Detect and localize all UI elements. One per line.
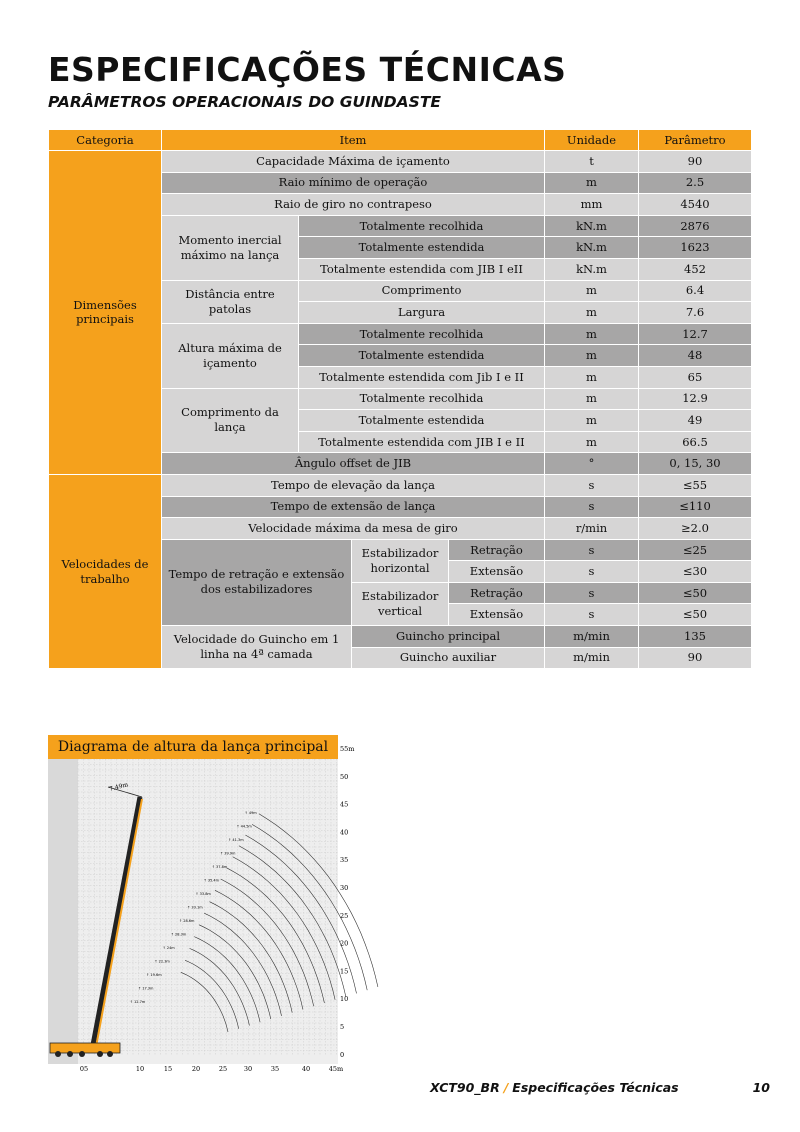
- header-param: Parâmetro: [639, 130, 752, 151]
- unit-cell: s: [545, 561, 639, 583]
- group-label-comprimento: Comprimento da lança: [162, 388, 299, 453]
- value-cell: 2.5: [639, 172, 752, 194]
- page-title: ESPECIFICAÇÕES TÉCNICAS: [48, 50, 567, 89]
- value-cell: ≤25: [639, 539, 752, 561]
- footer-section: Especificações Técnicas: [512, 1080, 679, 1095]
- value-cell: ≥2.0: [639, 518, 752, 540]
- item-label: Extensão: [449, 561, 545, 583]
- value-cell: 65: [639, 366, 752, 388]
- item-label: Guincho principal: [352, 626, 545, 648]
- table-row: [49, 474, 752, 496]
- table-row: [49, 151, 752, 173]
- boom-length-label: ↑ 33.8m: [195, 892, 211, 896]
- item-label: Largura: [299, 302, 545, 324]
- item-label: Velocidade máxima da mesa de giro: [162, 518, 545, 540]
- value-cell: 66.5: [639, 431, 752, 453]
- unit-cell: t: [545, 151, 639, 173]
- value-cell: ≤30: [639, 561, 752, 583]
- x-tick-label: 30: [243, 1065, 253, 1073]
- item-label: Ângulo offset de JIB: [162, 453, 545, 475]
- y-tick-label: 15: [340, 967, 349, 976]
- group-label-patolas: Distância entre patolas: [162, 280, 299, 323]
- boom-length-label: ↑ 49m: [244, 811, 257, 815]
- group-label-estabilizadores: Tempo de retração e extensão dos estabilizadores: [162, 539, 352, 625]
- item-label: Tempo de elevação da lança: [162, 474, 545, 496]
- value-cell: ≤50: [639, 582, 752, 604]
- value-cell: 49: [639, 410, 752, 432]
- item-label: Totalmente estendida com Jib I e II: [299, 366, 545, 388]
- y-tick-label: 5: [340, 1023, 345, 1031]
- item-label: Tempo de extensão de lança: [162, 496, 545, 518]
- unit-cell: s: [545, 604, 639, 626]
- group-label-altura: Altura máxima de içamento: [162, 323, 299, 388]
- item-label: Totalmente estendida com JIB I eII: [299, 258, 545, 280]
- unit-cell: m: [545, 410, 639, 432]
- unit-cell: m: [545, 366, 639, 388]
- unit-cell: m: [545, 302, 639, 324]
- item-label: Totalmente estendida com JIB I e II: [299, 431, 545, 453]
- boom-length-label: ↑ 39.9m: [220, 851, 236, 856]
- boom-length-label: ↑ 17.3m: [138, 986, 154, 991]
- x-axis-ticks: [80, 1065, 343, 1073]
- x-tick-label: 15: [163, 1065, 173, 1073]
- y-tick-label: 55m: [340, 745, 355, 753]
- value-cell: 12.9: [639, 388, 752, 410]
- item-label: Capacidade Máxima de içamento: [162, 151, 545, 173]
- unit-cell: °: [545, 453, 639, 475]
- y-tick-label: 30: [340, 884, 349, 892]
- unit-cell: kN.m: [545, 258, 639, 280]
- x-tick-label: 10: [135, 1065, 145, 1073]
- item-label: Totalmente recolhida: [299, 323, 545, 345]
- y-tick-label: 50: [340, 772, 349, 781]
- boom-length-label: ↑ 41.3m: [228, 838, 244, 842]
- value-cell: 0, 15, 30: [639, 453, 752, 475]
- truck-wheel: [79, 1051, 85, 1057]
- group-label-estab-horizontal: Estabilizador horizontal: [352, 539, 449, 582]
- item-label: Retração: [449, 582, 545, 604]
- unit-cell: kN.m: [545, 215, 639, 237]
- diagram-shaded-area: [48, 759, 78, 1064]
- unit-cell: r/min: [545, 518, 639, 540]
- group-label-momento: Momento inercial máximo na lança: [162, 215, 299, 280]
- boom-length-label: ↑ 33.1m: [187, 905, 203, 910]
- unit-cell: m: [545, 431, 639, 453]
- x-tick-label: 20: [191, 1065, 201, 1073]
- boom-length-label: ↑ 12.7m: [130, 1000, 146, 1004]
- boom-length-label: ↑ 22.3m: [154, 959, 170, 964]
- y-tick-label: 10: [340, 995, 349, 1004]
- item-label: Totalmente recolhida: [299, 215, 545, 237]
- boom-height-diagram: [48, 735, 355, 1075]
- group-label-guincho: Velocidade do Guincho em 1 linha na 4ª camada: [162, 626, 352, 669]
- boom-length-label: ↑ 37.8m: [212, 865, 228, 869]
- item-label: Totalmente estendida: [299, 410, 545, 432]
- category-velocidades: Velocidades de trabalho: [49, 474, 162, 668]
- footer-separator: /: [503, 1080, 509, 1095]
- value-cell: 48: [639, 345, 752, 367]
- y-tick-label: 45: [340, 800, 349, 809]
- unit-cell: m: [545, 280, 639, 302]
- item-label: Totalmente estendida: [299, 345, 545, 367]
- unit-cell: mm: [545, 194, 639, 216]
- value-cell: 135: [639, 626, 752, 648]
- unit-cell: s: [545, 496, 639, 518]
- y-tick-label: 25: [340, 911, 349, 920]
- category-dimensoes: Dimensões principais: [49, 151, 162, 475]
- item-label: Guincho auxiliar: [352, 647, 545, 669]
- x-tick-label: 25: [218, 1065, 228, 1073]
- unit-cell: s: [545, 474, 639, 496]
- item-label: Comprimento: [299, 280, 545, 302]
- truck-wheel: [67, 1051, 73, 1057]
- value-cell: 4540: [639, 194, 752, 216]
- table-header-row: [49, 130, 752, 151]
- value-cell: 452: [639, 258, 752, 280]
- value-cell: 2876: [639, 215, 752, 237]
- item-label: Totalmente estendida: [299, 237, 545, 259]
- specs-table: [48, 129, 752, 669]
- item-label: Raio de giro no contrapeso: [162, 194, 545, 216]
- unit-cell: kN.m: [545, 237, 639, 259]
- header-unit: Unidade: [545, 130, 639, 151]
- footer: [430, 1080, 770, 1095]
- truck-wheel: [55, 1051, 61, 1057]
- unit-cell: m: [545, 345, 639, 367]
- y-tick-label: 0: [340, 1050, 345, 1059]
- x-tick-label: 35: [270, 1065, 280, 1073]
- footer-doc: XCT90_BR: [430, 1080, 500, 1095]
- item-label: Retração: [449, 539, 545, 561]
- value-cell: ≤55: [639, 474, 752, 496]
- y-axis-ticks: [340, 745, 354, 1059]
- diagram-title: Diagrama de altura da lança principal: [48, 735, 338, 759]
- x-tick-label: 05: [79, 1065, 89, 1073]
- boom-length-label: ↑ 28.6m: [179, 919, 195, 923]
- value-cell: 12.7: [639, 323, 752, 345]
- group-label-estab-vertical: Estabilizador vertical: [352, 582, 449, 625]
- value-cell: ≤50: [639, 604, 752, 626]
- boom-length-label: ↑ 19.6m: [146, 973, 162, 977]
- x-tick-label: 40: [301, 1065, 311, 1073]
- value-cell: 7.6: [639, 302, 752, 324]
- truck-wheel: [107, 1051, 113, 1057]
- header-category: Categoria: [49, 130, 162, 151]
- page-subtitle: PARÂMETROS OPERACIONAIS DO GUINDASTE: [48, 93, 441, 111]
- header-item: Item: [162, 130, 545, 151]
- value-cell: 6.4: [639, 280, 752, 302]
- item-label: Extensão: [449, 604, 545, 626]
- diagram-background: [48, 759, 338, 1064]
- value-cell: ≤110: [639, 496, 752, 518]
- page-number: 10: [752, 1080, 770, 1095]
- unit-cell: s: [545, 539, 639, 561]
- boom-length-label: ↑ 28.3m: [171, 932, 187, 937]
- unit-cell: m: [545, 323, 639, 345]
- y-tick-label: 20: [340, 939, 349, 948]
- unit-cell: m/min: [545, 647, 639, 669]
- unit-cell: m: [545, 172, 639, 194]
- value-cell: 1623: [639, 237, 752, 259]
- unit-cell: s: [545, 582, 639, 604]
- item-label: Raio mínimo de operação: [162, 172, 545, 194]
- boom-length-label: ↑ 24m: [162, 946, 175, 950]
- boom-length-label: ↑ 35.4m: [203, 878, 220, 883]
- boom-angle-label: 7.49m: [108, 781, 129, 793]
- truck-wheel: [97, 1051, 103, 1057]
- y-tick-label: 40: [340, 828, 349, 837]
- boom-length-label: ↑ 44.5m: [236, 824, 252, 829]
- unit-cell: m: [545, 388, 639, 410]
- value-cell: 90: [639, 647, 752, 669]
- x-tick-label: 45m: [328, 1065, 344, 1073]
- y-tick-label: 35: [340, 856, 349, 865]
- unit-cell: m/min: [545, 626, 639, 648]
- diagram-canvas: [48, 735, 355, 1075]
- value-cell: 90: [639, 151, 752, 173]
- item-label: Totalmente recolhida: [299, 388, 545, 410]
